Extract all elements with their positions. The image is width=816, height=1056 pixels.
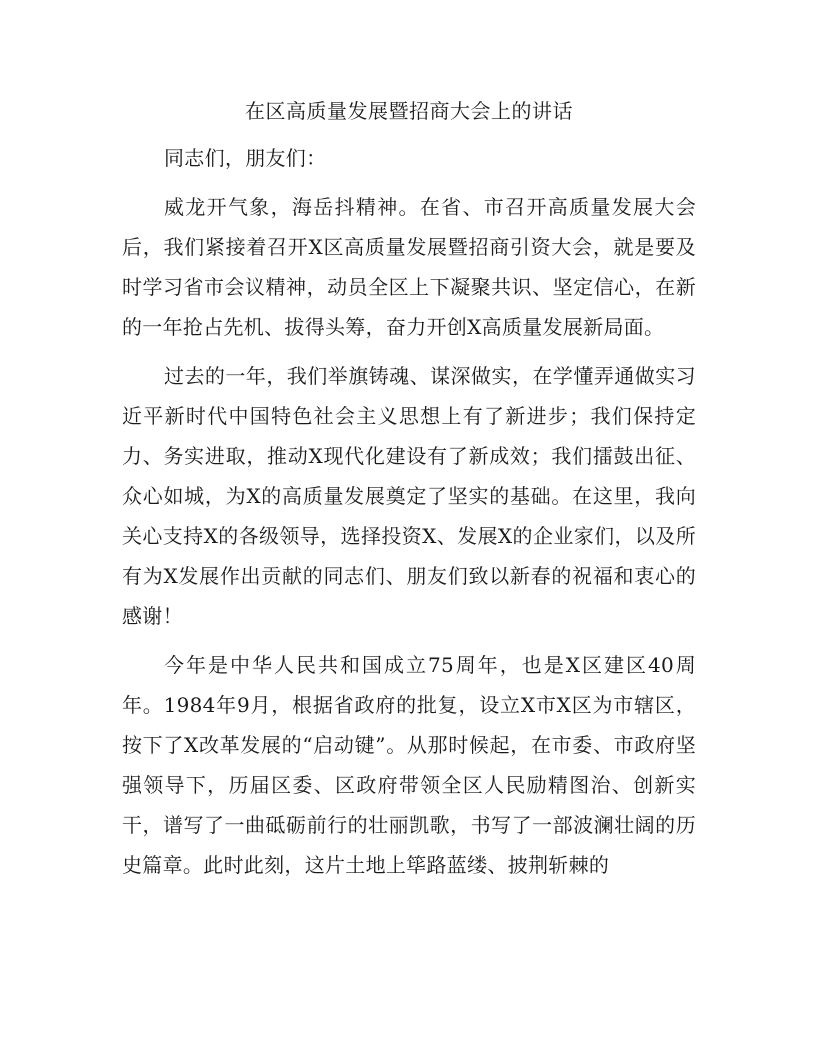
document-title: 在区高质量发展暨招商大会上的讲话 <box>245 99 573 123</box>
salutation: 同志们，朋友们： <box>164 146 327 170</box>
body-paragraph: 今年是中华人民共和国成立75周年，也是X区建区40周年。1984年9月，根据省政府的批复，设立X市X区为市辖区，按下了X改革发展的“启动键”。从那时候起，在市委、市政府坚强领导下，历届区委、区政府带领全区人民励精图治、创新实干，谱写了一曲砥砺前行的壮丽凯歌，书写了一部波澜壮阔的历史篇章。此时此刻，这片土地上筚路蓝缕、披荆斩棘的 <box>122 653 696 877</box>
body-paragraph: 过去的一年，我们举旗铸魂、谋深做实，在学懂弄通做实习近平新时代中国特色社会主义思想上有了新进步；我们保持定力、务实进取，推动X现代化建设有了新成效；我们擂鼓出征、众心如城，为X的高质量发展奠定了坚实的基础。在这里，我向关心支持X的各级领导，选择投资X、发展X的企业家们，以及所有为X发展作出贡献的同志们、朋友们致以新春的祝福和衷心的感谢！ <box>122 364 696 628</box>
document-page <box>122 92 696 894</box>
body-paragraph: 威龙开气象，海岳抖精神。在省、市召开高质量发展大会后，我们紧接着召开X区高质量发展暨招商引资大会，就是要及时学习省市会议精神，动员全区上下凝聚共识、坚定信心，在新的一年抢占先机、拔得头筹，奋力开创X高质量发展新局面。 <box>122 195 696 339</box>
